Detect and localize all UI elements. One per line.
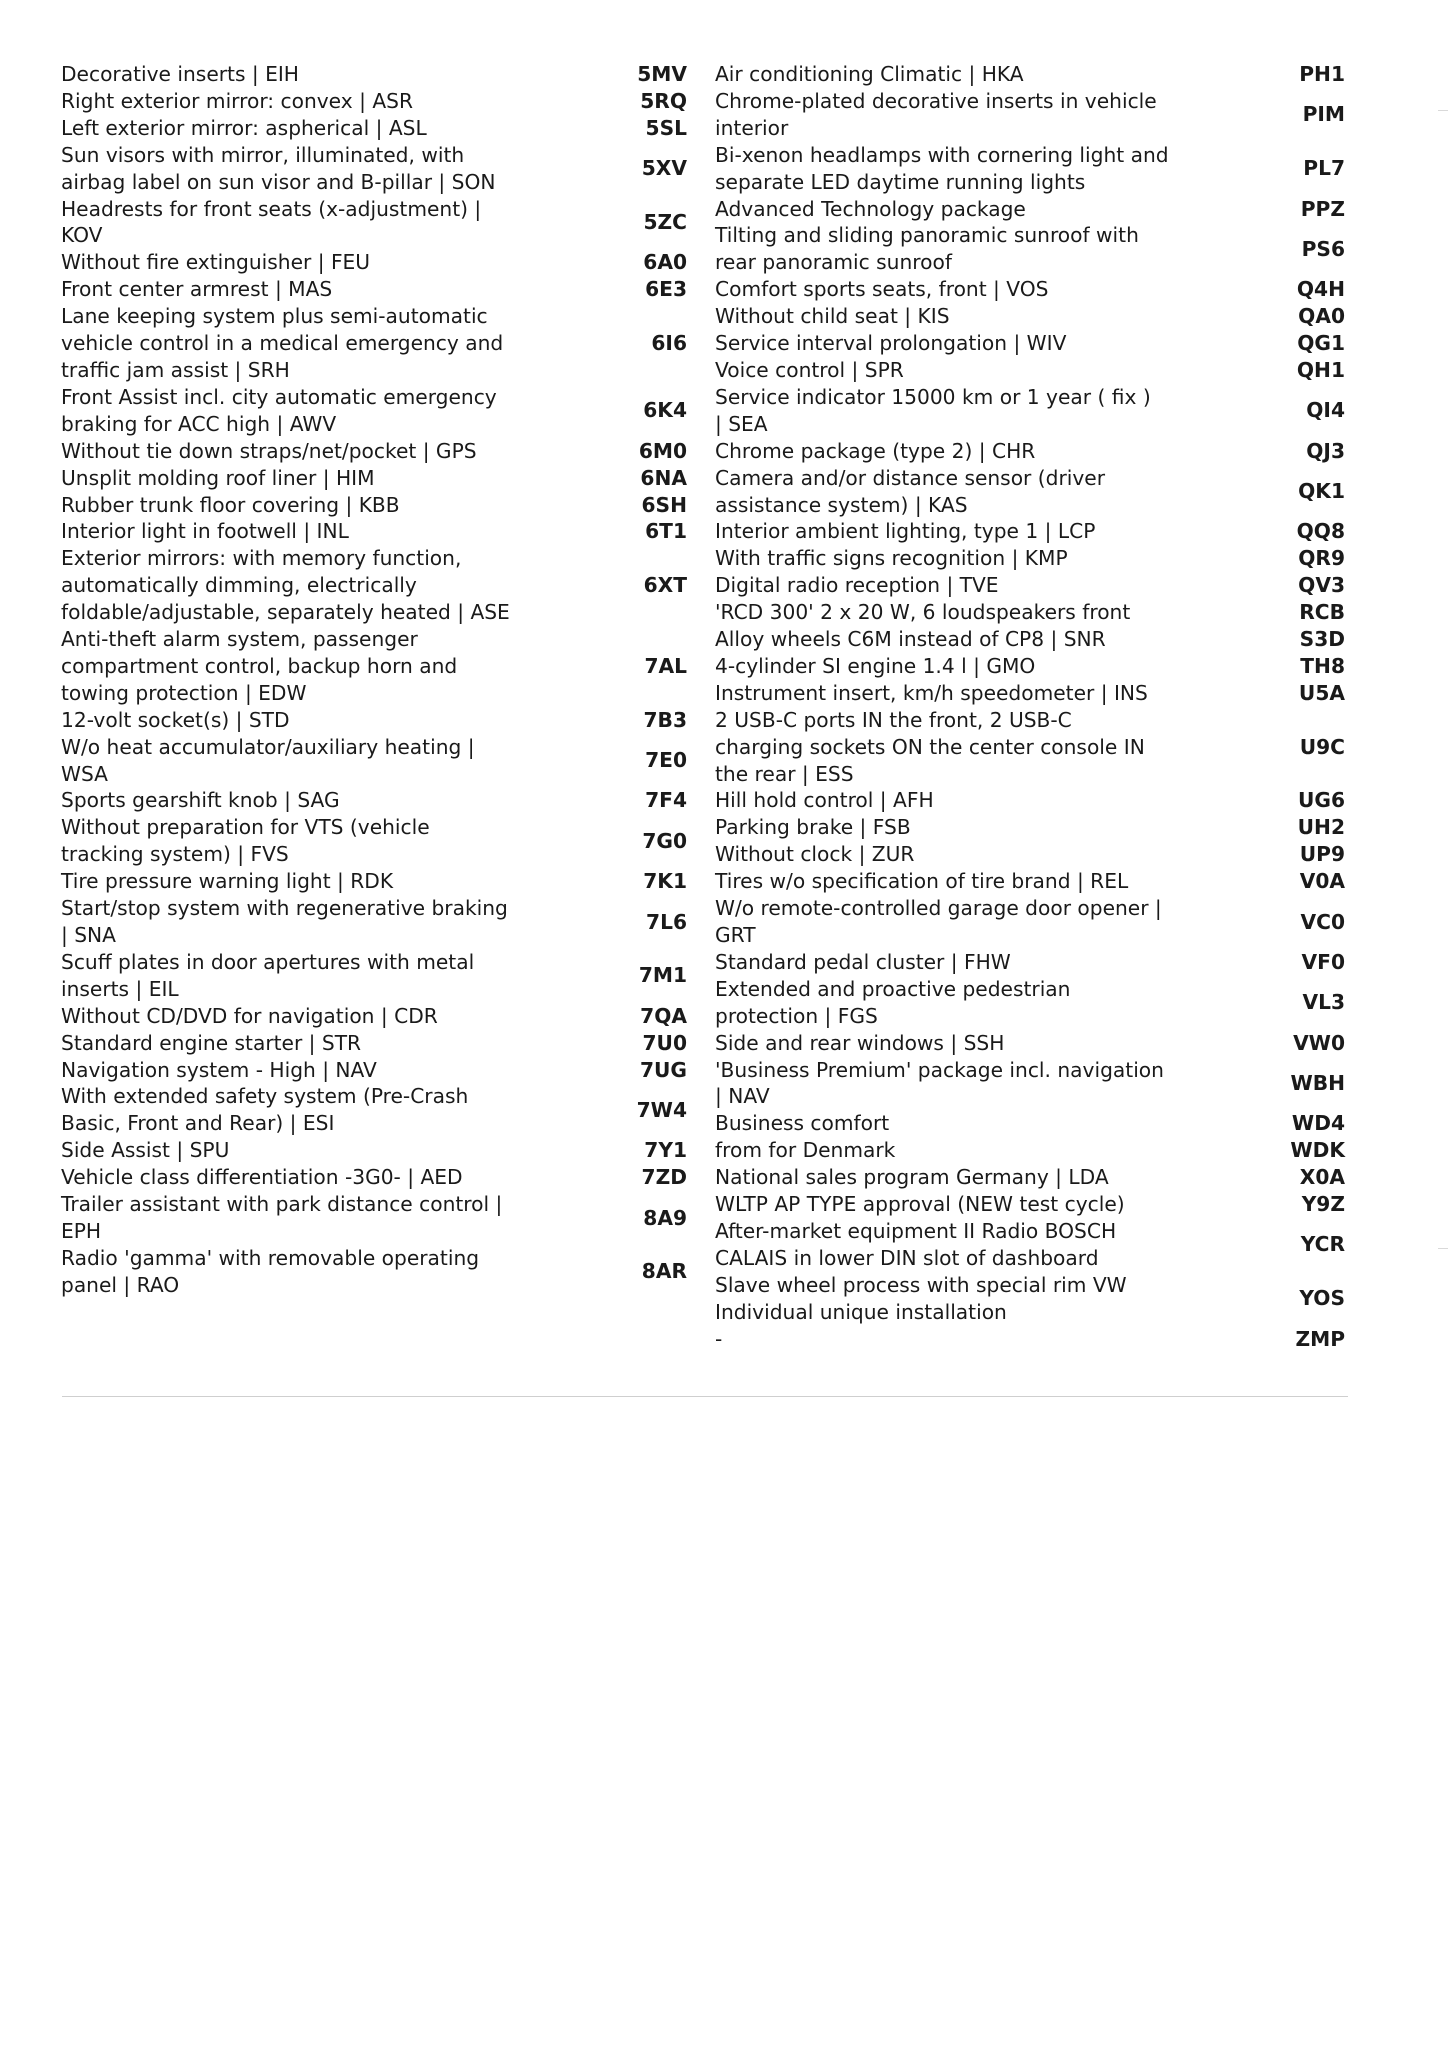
equipment-row bbox=[715, 276, 1345, 303]
equipment-row bbox=[715, 1164, 1345, 1191]
equipment-description: With traffic signs recognition | KMP bbox=[715, 546, 1068, 571]
equipment-code: 5RQ bbox=[640, 88, 687, 113]
equipment-code: VF0 bbox=[1301, 949, 1345, 974]
equipment-code: PIM bbox=[1302, 102, 1345, 127]
equipment-row bbox=[715, 142, 1345, 196]
equipment-description: Extended and proactive pedestrian protection | FGS bbox=[715, 976, 1071, 1028]
equipment-row bbox=[715, 814, 1345, 841]
equipment-row bbox=[715, 518, 1345, 545]
equipment-description: Headrests for front seats (x-adjustment) | KOV bbox=[61, 196, 482, 248]
equipment-code: 5XV bbox=[641, 156, 687, 181]
equipment-description: Without preparation for VTS (vehicle tracking system) | FVS bbox=[61, 815, 430, 867]
equipment-row bbox=[715, 1191, 1345, 1218]
equipment-code: VC0 bbox=[1300, 909, 1345, 934]
equipment-row bbox=[61, 438, 687, 465]
equipment-row bbox=[61, 814, 687, 868]
equipment-row bbox=[715, 599, 1345, 626]
equipment-description: Tilting and sliding panoramic sunroof with rear panoramic sunroof bbox=[715, 223, 1139, 275]
equipment-description: Front Assist incl. city automatic emergency braking for ACC high | AWV bbox=[61, 384, 497, 436]
equipment-row bbox=[61, 249, 687, 276]
equipment-row bbox=[61, 1137, 687, 1164]
equipment-description: 12-volt socket(s) | STD bbox=[61, 707, 290, 732]
equipment-row bbox=[715, 572, 1345, 599]
equipment-description: Sun visors with mirror, illuminated, with airbag label on sun visor and B-pillar | SON bbox=[61, 142, 496, 194]
equipment-description: Standard engine starter | STR bbox=[61, 1030, 362, 1055]
equipment-row bbox=[61, 545, 687, 626]
equipment-code: PH1 bbox=[1299, 62, 1345, 86]
equipment-description: Parking brake | FSB bbox=[715, 815, 911, 840]
equipment-description: Service indicator 15000 km or 1 year ( fix ) | SEA bbox=[715, 384, 1151, 436]
equipment-description: Without CD/DVD for navigation | CDR bbox=[61, 1003, 438, 1028]
equipment-row bbox=[61, 384, 687, 438]
equipment-row bbox=[61, 88, 687, 115]
equipment-row bbox=[715, 222, 1345, 276]
equipment-code: 6NA bbox=[640, 465, 687, 490]
equipment-row bbox=[61, 142, 687, 196]
equipment-code: QR9 bbox=[1298, 546, 1345, 571]
equipment-code: ZMP bbox=[1295, 1326, 1345, 1351]
equipment-code: QA0 bbox=[1298, 304, 1345, 329]
equipment-row bbox=[715, 545, 1345, 572]
equipment-description: Interior ambient lighting, type 1 | LCP bbox=[715, 519, 1096, 544]
equipment-description: Digital radio reception | TVE bbox=[715, 573, 999, 598]
equipment-row bbox=[715, 868, 1345, 895]
equipment-code: 7M1 bbox=[638, 963, 687, 988]
equipment-description: Start/stop system with regenerative braking | SNA bbox=[61, 896, 508, 947]
equipment-code: PL7 bbox=[1303, 156, 1345, 181]
equipment-code: PS6 bbox=[1301, 236, 1345, 261]
equipment-description: Left exterior mirror: aspherical | ASL bbox=[61, 115, 427, 140]
equipment-description: - bbox=[715, 1326, 723, 1351]
equipment-description: Service interval prolongation | WIV bbox=[715, 331, 1067, 356]
equipment-description: Unsplit molding roof liner | HIM bbox=[61, 465, 375, 490]
equipment-code: WDK bbox=[1290, 1138, 1345, 1163]
equipment-description: Instrument insert, km/h speedometer | INS bbox=[715, 680, 1148, 705]
equipment-row bbox=[715, 303, 1345, 330]
equipment-row bbox=[715, 1218, 1345, 1272]
equipment-description: Without clock | ZUR bbox=[715, 842, 915, 867]
equipment-code: U9C bbox=[1299, 734, 1345, 759]
equipment-row bbox=[61, 303, 687, 384]
equipment-code: VL3 bbox=[1302, 990, 1345, 1015]
equipment-code: PPZ bbox=[1300, 196, 1345, 221]
equipment-row bbox=[61, 787, 687, 814]
equipment-code: 6SH bbox=[641, 492, 687, 517]
equipment-description: Standard pedal cluster | FHW bbox=[715, 949, 1011, 974]
equipment-description: Tires w/o specification of tire brand | REL bbox=[715, 869, 1129, 894]
equipment-code: WD4 bbox=[1291, 1111, 1345, 1136]
equipment-row bbox=[61, 61, 687, 88]
equipment-description: 2 USB-C ports IN the front, 2 USB-C charging sockets ON the center console IN the rear | ESS bbox=[715, 707, 1145, 786]
equipment-row bbox=[61, 626, 687, 707]
equipment-code: TH8 bbox=[1300, 653, 1345, 678]
equipment-code: UH2 bbox=[1297, 815, 1345, 840]
equipment-description: Voice control | SPR bbox=[715, 357, 904, 382]
equipment-description: 4-cylinder SI engine 1.4 l | GMO bbox=[715, 653, 1036, 678]
equipment-description: Rubber trunk floor covering | KBB bbox=[61, 492, 400, 517]
equipment-description: Decorative inserts | EIH bbox=[61, 62, 299, 86]
equipment-code: 7B3 bbox=[643, 707, 687, 732]
equipment-code: 7ZD bbox=[641, 1165, 687, 1190]
equipment-code: 6T1 bbox=[645, 519, 687, 544]
equipment-code: UG6 bbox=[1297, 788, 1345, 813]
equipment-code: QV3 bbox=[1298, 573, 1345, 598]
equipment-code: YOS bbox=[1299, 1286, 1345, 1311]
equipment-description: Interior light in footwell | INL bbox=[61, 519, 349, 544]
equipment-code: QI4 bbox=[1306, 398, 1345, 423]
equipment-code: 8AR bbox=[641, 1259, 687, 1284]
equipment-code: V0A bbox=[1299, 869, 1345, 894]
right-equipment-column bbox=[715, 61, 1345, 1353]
equipment-description: Bi-xenon headlamps with cornering light and separate LED daytime running lights bbox=[715, 142, 1169, 194]
equipment-row bbox=[61, 707, 687, 734]
equipment-code: QQ8 bbox=[1296, 519, 1345, 544]
equipment-code: S3D bbox=[1299, 627, 1345, 652]
equipment-description: National sales program Germany | LDA bbox=[715, 1165, 1109, 1190]
equipment-code: 5MV bbox=[637, 62, 687, 86]
equipment-code: 7G0 bbox=[642, 828, 687, 853]
equipment-description: Sports gearshift knob | SAG bbox=[61, 788, 340, 813]
equipment-row bbox=[715, 196, 1345, 223]
equipment-description: Without child seat | KIS bbox=[715, 304, 950, 329]
equipment-code: QK1 bbox=[1298, 479, 1345, 504]
equipment-row bbox=[715, 841, 1345, 868]
equipment-row bbox=[715, 88, 1345, 142]
equipment-description: Lane keeping system plus semi-automatic vehicle control in a medical emergency and traffic jam assist | SRH bbox=[61, 304, 504, 382]
equipment-code: 7L6 bbox=[646, 909, 687, 934]
equipment-row bbox=[715, 1030, 1345, 1057]
equipment-description: Comfort sports seats, front | VOS bbox=[715, 277, 1049, 302]
equipment-code: 7QA bbox=[640, 1003, 687, 1028]
equipment-code: X0A bbox=[1299, 1165, 1345, 1190]
equipment-code: 7W4 bbox=[636, 1097, 687, 1122]
equipment-row bbox=[715, 330, 1345, 357]
equipment-row bbox=[61, 895, 687, 949]
equipment-code: QH1 bbox=[1296, 357, 1345, 382]
equipment-row bbox=[715, 357, 1345, 384]
equipment-description: Side and rear windows | SSH bbox=[715, 1030, 1005, 1055]
equipment-description: Scuff plates in door apertures with metal inserts | EIL bbox=[61, 949, 475, 1001]
equipment-row bbox=[715, 653, 1345, 680]
equipment-description: 'Business Premium' package incl. navigation | NAV bbox=[715, 1057, 1164, 1109]
equipment-code: 8A9 bbox=[643, 1205, 687, 1230]
equipment-code: 7F4 bbox=[645, 788, 687, 813]
equipment-row bbox=[61, 1083, 687, 1137]
equipment-code: Y9Z bbox=[1301, 1192, 1345, 1217]
equipment-description: Front center armrest | MAS bbox=[61, 277, 333, 302]
equipment-code: 6E3 bbox=[645, 277, 687, 302]
equipment-row bbox=[715, 707, 1345, 788]
equipment-description: 'RCD 300' 2 x 20 W, 6 loudspeakers front bbox=[715, 600, 1131, 625]
equipment-row bbox=[61, 949, 687, 1003]
equipment-description: Anti-theft alarm system, passenger compartment control, backup horn and towing protection | EDW bbox=[61, 627, 458, 705]
equipment-description: Slave wheel process with special rim VW Individual unique installation bbox=[715, 1272, 1127, 1324]
equipment-row bbox=[715, 680, 1345, 707]
equipment-code: 6XT bbox=[643, 573, 687, 598]
equipment-row bbox=[61, 1030, 687, 1057]
equipment-row bbox=[715, 61, 1345, 88]
equipment-code: 5SL bbox=[645, 115, 687, 140]
equipment-code: WBH bbox=[1290, 1070, 1345, 1095]
equipment-row bbox=[715, 787, 1345, 814]
left-equipment-column bbox=[61, 61, 687, 1299]
equipment-description: W/o heat accumulator/auxiliary heating | WSA bbox=[61, 734, 475, 786]
scan-edge-mark bbox=[1438, 110, 1448, 111]
equipment-row bbox=[715, 976, 1345, 1030]
equipment-code: 7AL bbox=[644, 653, 687, 678]
equipment-row bbox=[61, 1191, 687, 1245]
equipment-row bbox=[715, 895, 1345, 949]
equipment-row bbox=[715, 1326, 1345, 1353]
equipment-row bbox=[61, 465, 687, 492]
equipment-description: Without fire extinguisher | FEU bbox=[61, 250, 371, 275]
equipment-row bbox=[715, 438, 1345, 465]
equipment-row bbox=[61, 868, 687, 895]
scan-edge-mark bbox=[1438, 1248, 1448, 1249]
equipment-row bbox=[61, 492, 687, 519]
equipment-description: Air conditioning Climatic | HKA bbox=[715, 62, 1024, 86]
equipment-code: VW0 bbox=[1293, 1030, 1345, 1055]
equipment-row bbox=[715, 626, 1345, 653]
equipment-description: WLTP AP TYPE approval (NEW test cycle) bbox=[715, 1192, 1125, 1217]
equipment-row bbox=[61, 115, 687, 142]
equipment-row bbox=[61, 1003, 687, 1030]
equipment-description: Side Assist | SPU bbox=[61, 1138, 230, 1163]
equipment-code: 7K1 bbox=[643, 869, 687, 894]
equipment-code: 7E0 bbox=[645, 748, 687, 773]
equipment-description: Exterior mirrors: with memory function, automatically dimming, electrically foldable/adjustable, separately heated | ASE bbox=[61, 546, 510, 625]
equipment-row bbox=[61, 1057, 687, 1084]
equipment-row bbox=[715, 949, 1345, 976]
equipment-code: 6A0 bbox=[643, 250, 687, 275]
equipment-code: RCB bbox=[1299, 600, 1345, 625]
equipment-code: QG1 bbox=[1297, 331, 1345, 356]
equipment-row bbox=[61, 276, 687, 303]
equipment-row bbox=[715, 1110, 1345, 1137]
equipment-code: Q4H bbox=[1296, 277, 1345, 302]
equipment-description: Trailer assistant with park distance control | EPH bbox=[61, 1192, 503, 1243]
equipment-code: 5ZC bbox=[643, 209, 687, 234]
equipment-code: QJ3 bbox=[1306, 438, 1345, 463]
equipment-row bbox=[61, 196, 687, 250]
equipment-description: Without tie down straps/net/pocket | GPS bbox=[61, 438, 477, 463]
equipment-description: Chrome-plated decorative inserts in vehicle interior bbox=[715, 88, 1157, 140]
equipment-code: U5A bbox=[1298, 680, 1345, 705]
equipment-code: 7UG bbox=[639, 1057, 687, 1082]
equipment-code: 6I6 bbox=[651, 331, 687, 356]
equipment-description: Advanced Technology package bbox=[715, 196, 1026, 221]
equipment-row bbox=[715, 384, 1345, 438]
equipment-description: W/o remote-controlled garage door opener | GRT bbox=[715, 896, 1162, 947]
equipment-row bbox=[61, 518, 687, 545]
equipment-description: After-market equipment II Radio BOSCH CALAIS in lower DIN slot of dashboard bbox=[715, 1218, 1117, 1270]
equipment-description: Vehicle class differentiation -3G0- | AED bbox=[61, 1165, 463, 1190]
equipment-description: Hill hold control | AFH bbox=[715, 788, 934, 813]
equipment-row bbox=[715, 1057, 1345, 1111]
equipment-description: Camera and/or distance sensor (driver assistance system) | KAS bbox=[715, 465, 1106, 517]
equipment-code: YCR bbox=[1300, 1232, 1345, 1257]
equipment-row bbox=[715, 1137, 1345, 1164]
equipment-description: Tire pressure warning light | RDK bbox=[61, 869, 394, 894]
equipment-row bbox=[61, 1164, 687, 1191]
equipment-code: 6M0 bbox=[638, 438, 687, 463]
equipment-description: Chrome package (type 2) | CHR bbox=[715, 438, 1036, 463]
equipment-row bbox=[715, 465, 1345, 519]
equipment-row bbox=[715, 1272, 1345, 1326]
equipment-description: Alloy wheels C6M instead of CP8 | SNR bbox=[715, 627, 1106, 652]
equipment-description: Radio 'gamma' with removable operating panel | RAO bbox=[61, 1245, 480, 1297]
equipment-description: from for Denmark bbox=[715, 1138, 896, 1163]
equipment-description: Right exterior mirror: convex | ASR bbox=[61, 88, 413, 113]
equipment-row bbox=[61, 734, 687, 788]
equipment-description: With extended safety system (Pre-Crash Basic, Front and Rear) | ESI bbox=[61, 1084, 469, 1136]
equipment-code: 7Y1 bbox=[644, 1138, 687, 1163]
equipment-description: Business comfort bbox=[715, 1111, 890, 1136]
equipment-code: UP9 bbox=[1299, 842, 1345, 867]
section-divider bbox=[62, 1396, 1348, 1397]
equipment-code: 7U0 bbox=[642, 1030, 687, 1055]
equipment-code: 6K4 bbox=[643, 398, 687, 423]
equipment-description: Navigation system - High | NAV bbox=[61, 1057, 377, 1082]
equipment-row bbox=[61, 1245, 687, 1299]
